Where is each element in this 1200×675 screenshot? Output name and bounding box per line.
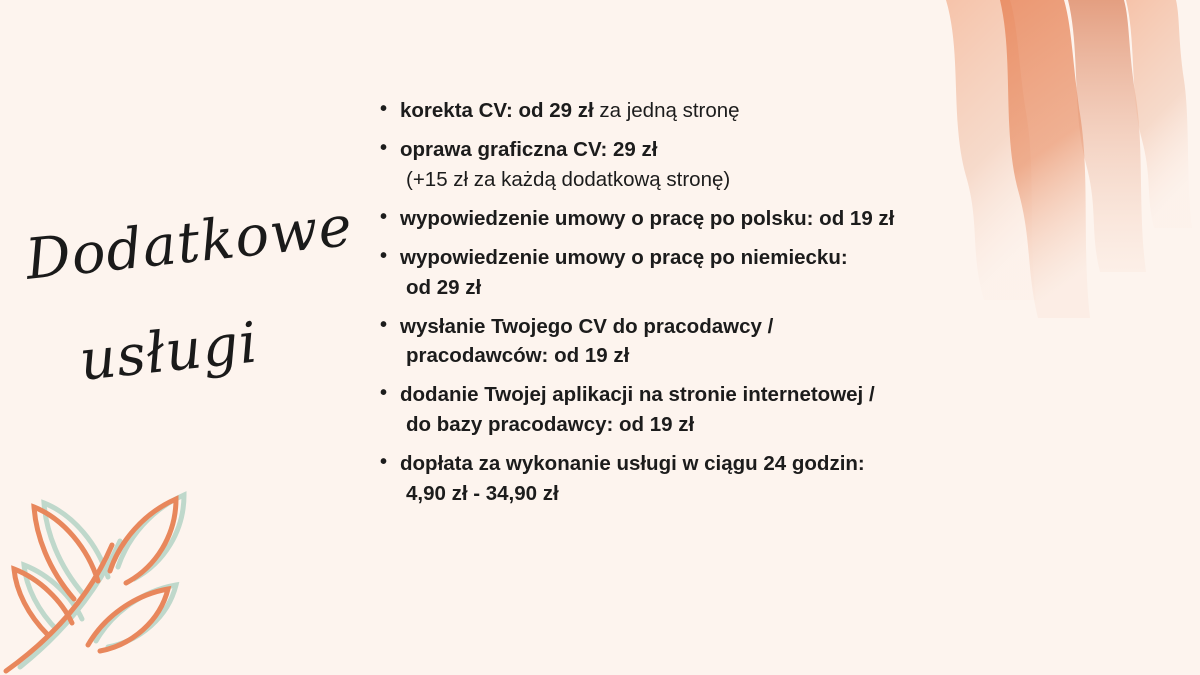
service-label: dopłata za wykonanie usługi w ciągu 24 godzin:: [400, 452, 865, 476]
list-item: [378, 96, 1168, 126]
service-label: wypowiedzenie umowy o pracę po polsku: od 19 zł: [400, 206, 895, 230]
page-title-line-2: usługi: [76, 310, 262, 394]
page-title: [22, 193, 362, 428]
list-item: [378, 204, 1168, 234]
service-detail: za jedną stronę: [593, 99, 740, 122]
service-label: dodanie Twojej aplikacji na stronie internetowej /: [400, 383, 875, 407]
list-item: [378, 312, 1168, 372]
service-label: wypowiedzenie umowy o pracę po niemiecku:: [400, 245, 848, 269]
service-subline: od 29 zł: [406, 275, 482, 299]
service-subline: pracodawców: od 19 zł: [406, 344, 630, 368]
services-list: [378, 96, 1168, 509]
service-subline: do bazy pracodawcy: od 19 zł: [406, 413, 695, 437]
list-item: [378, 135, 1168, 195]
list-item: [378, 449, 1168, 509]
service-label: oprawa graficzna CV: 29 zł: [400, 137, 658, 161]
page-title-line-1: Dodatkowe: [22, 193, 356, 293]
service-subline: 4,90 zł - 34,90 zł: [406, 482, 559, 506]
service-label: korekta CV: od 29 zł: [400, 99, 594, 122]
list-item: [378, 243, 1168, 303]
service-subline: (+15 zł za każdą dodatkową stronę): [406, 167, 731, 191]
leaf-branch-decoration: [0, 445, 300, 675]
list-item: [378, 380, 1168, 440]
service-label: wysłanie Twojego CV do pracodawcy /: [400, 314, 774, 338]
services-list-block: [378, 96, 1168, 518]
